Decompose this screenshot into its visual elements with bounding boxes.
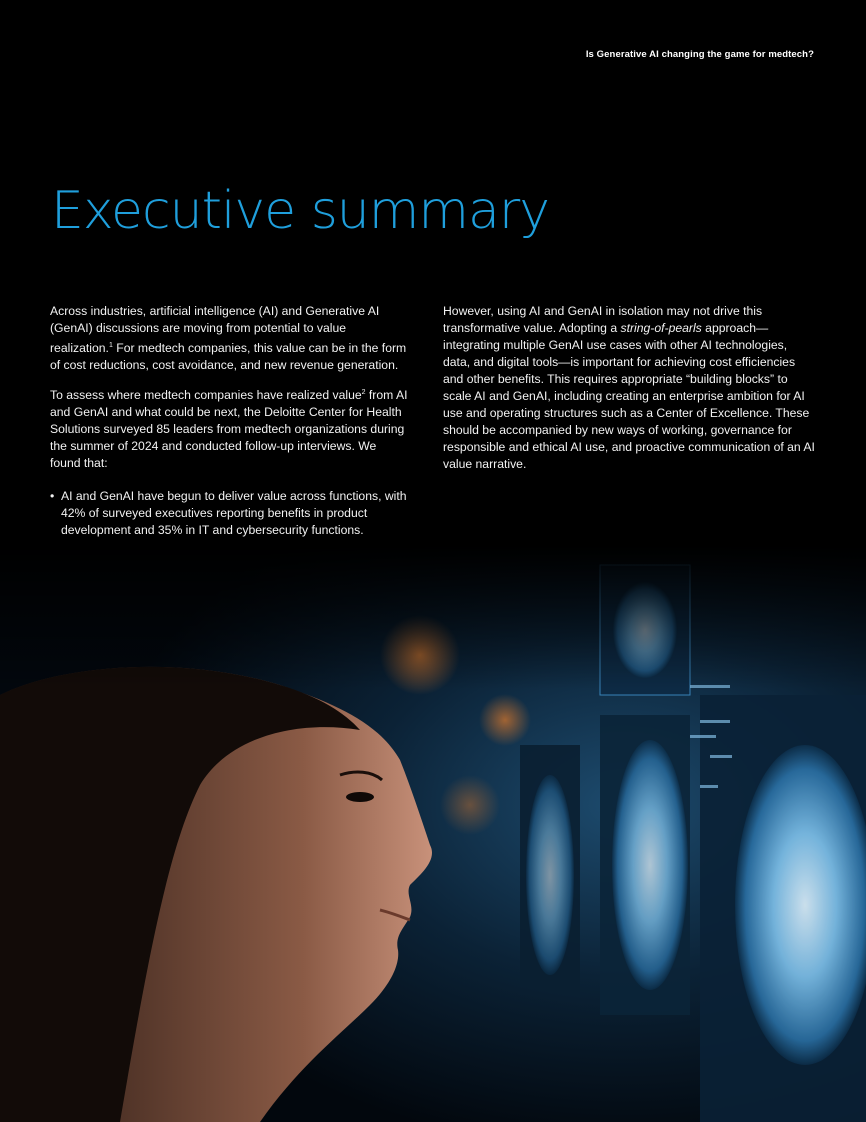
approach-text-a: However, using AI and GenAI in isolation may not drive this transformative value. Adopting a [443, 304, 763, 335]
approach-text-b: approach—integrating multiple GenAI use cases with other AI technologies, data, and digital tools—is important for achieving cost efficiencies and other benefits. This requires appropriate “building blocks” to scale AI and GenAI, including creating an enterprise ambition for AI use and operating structures such as a Center of Excellence. These should be accompanied by new ways of working, governance for responsible and ethical AI use, and proactive communication of an AI value narrative. [443, 321, 815, 471]
survey-text-a: To assess where medtech companies have realized value [50, 388, 362, 403]
page-title: Executive summary [51, 181, 550, 241]
right-column [443, 303, 815, 483]
intro-paragraph [50, 303, 410, 374]
intro-text-a: Across industries, artificial intelligence (AI) and Generative AI (GenAI) discussions are moving from potential to value realization. [50, 304, 380, 356]
running-header: Is Generative AI changing the game for medtech? [585, 49, 814, 60]
survey-text-b: from AI and GenAI and what could be next, the Deloitte Center for Health Solutions surveyed 85 leaders from medtech organizations during the summer of 2024 and conducted follow-up interviews. We found that: [50, 388, 408, 471]
survey-paragraph [50, 384, 410, 472]
approach-emphasis: string-of-pearls [620, 321, 702, 335]
footnote-ref-2[interactable]: 2 [361, 389, 366, 397]
footnote-ref-1[interactable]: 1 [108, 342, 113, 349]
finding-item: • AI and GenAI have begun to deliver value across functions, with 42% of surveyed executives reporting benefits in product development and 35% in IT and cybersecurity functions. [50, 488, 410, 539]
intro-text-b: For medtech companies, this value can be in the form of cost reductions, cost avoidance, and new revenue generation. [50, 341, 407, 373]
approach-paragraph [443, 303, 815, 473]
hero-image [0, 545, 866, 1122]
